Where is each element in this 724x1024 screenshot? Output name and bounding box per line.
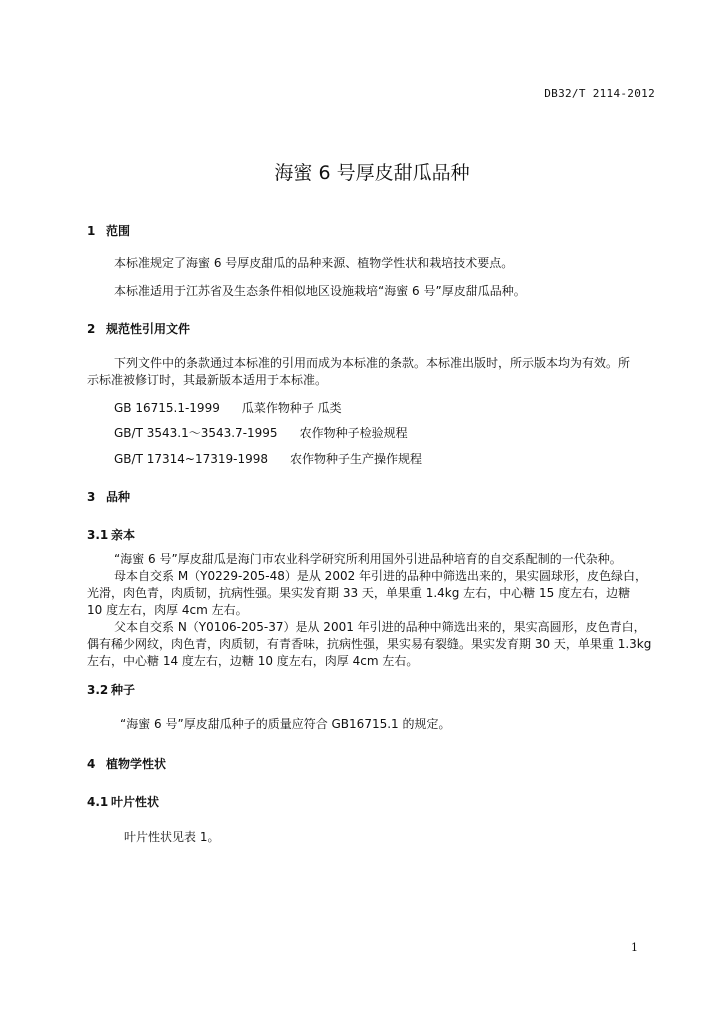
section-heading-4	[87, 755, 166, 772]
section-title: 范围	[106, 224, 131, 238]
subsection-number: 4.1	[87, 795, 109, 809]
section-number: 3	[87, 490, 96, 504]
reference-title: 农作物种子生产操作规程	[290, 452, 423, 466]
section-heading-1	[87, 222, 130, 239]
paragraph-line: “海蜜 6 号”厚皮甜瓜是海门市农业科学研究所利用国外引进品种培育的自交系配制的一代杂种。	[114, 552, 622, 566]
reference-code: GB/T 3543.1～3543.7-1995	[114, 426, 278, 440]
section-number: 4	[87, 757, 96, 771]
paragraph-line: 10 度左右，肉厚 4cm 左右。	[87, 603, 248, 617]
paragraph-line: 偶有稀少网纹，肉色青，肉质韧，有青香味，抗病性强，果实易有裂缝。果实发育期 30 天，单果重 1.3kg	[87, 637, 652, 651]
paragraph-line: 左右，中心糖 14 度左右，边糖 10 度左右，肉厚 4cm 左右。	[87, 654, 419, 668]
paragraph-line: 父本自交系 N（Y0106-205-37）是从 2001 年引进的品种中筛选出来的，果实高圆形，皮色青白，	[114, 620, 646, 634]
section-title: 植物学性状	[106, 757, 167, 771]
section-number: 2	[87, 322, 96, 336]
paragraph: “海蜜 6 号”厚皮甜瓜种子的质量应符合 GB16715.1 的规定。	[120, 717, 451, 731]
reference-item	[114, 451, 422, 467]
paragraph-line: 光滑，肉色青，肉质韧，抗病性强。果实发育期 33 天，单果重 1.4kg 左右，中心糖 15 度左右，边糖	[87, 586, 631, 600]
subsection-heading-4-1	[87, 793, 159, 810]
reference-item	[114, 400, 342, 416]
reference-code: GB 16715.1-1999	[114, 401, 220, 415]
reference-title: 农作物种子检验规程	[299, 426, 408, 440]
reference-title: 瓜菜作物种子 瓜类	[241, 401, 342, 415]
paragraph: 叶片性状见表 1。	[124, 830, 220, 844]
page-number: 1	[631, 941, 638, 954]
document-title: 海蜜 6 号厚皮甜瓜品种	[274, 162, 470, 184]
subsection-title: 种子	[111, 683, 136, 697]
subsection-number: 3.2	[87, 683, 109, 697]
section-heading-2	[87, 320, 190, 337]
reference-code: GB/T 17314~17319-1998	[114, 452, 268, 466]
subsection-title: 亲本	[111, 528, 136, 542]
paragraph: 本标准适用于江苏省及生态条件相似地区设施栽培“海蜜 6 号”厚皮甜瓜品种。	[114, 284, 526, 298]
subsection-heading-3-1	[87, 526, 135, 543]
reference-item	[114, 425, 408, 441]
section-title: 规范性引用文件	[106, 322, 191, 336]
subsection-heading-3-2	[87, 681, 135, 698]
paragraph-line: 母本自交系 M（Y0229-205-48）是从 2002 年引进的品种中筛选出来的，果实圆球形，皮色绿白，	[114, 569, 648, 583]
subsection-number: 3.1	[87, 528, 109, 542]
document-header-code: DB32/T 2114-2012	[544, 87, 655, 100]
paragraph-line: 示标准被修订时，其最新版本适用于本标准。	[87, 373, 328, 387]
section-number: 1	[87, 224, 96, 238]
paragraph-line: 下列文件中的条款通过本标准的引用而成为本标准的条款。本标准出版时，所示版本均为有效。所	[114, 356, 631, 370]
subsection-title: 叶片性状	[111, 795, 160, 809]
paragraph: 本标准规定了海蜜 6 号厚皮甜瓜的品种来源、植物学性状和栽培技术要点。	[114, 256, 514, 270]
section-title: 品种	[106, 490, 131, 504]
section-heading-3	[87, 488, 130, 505]
